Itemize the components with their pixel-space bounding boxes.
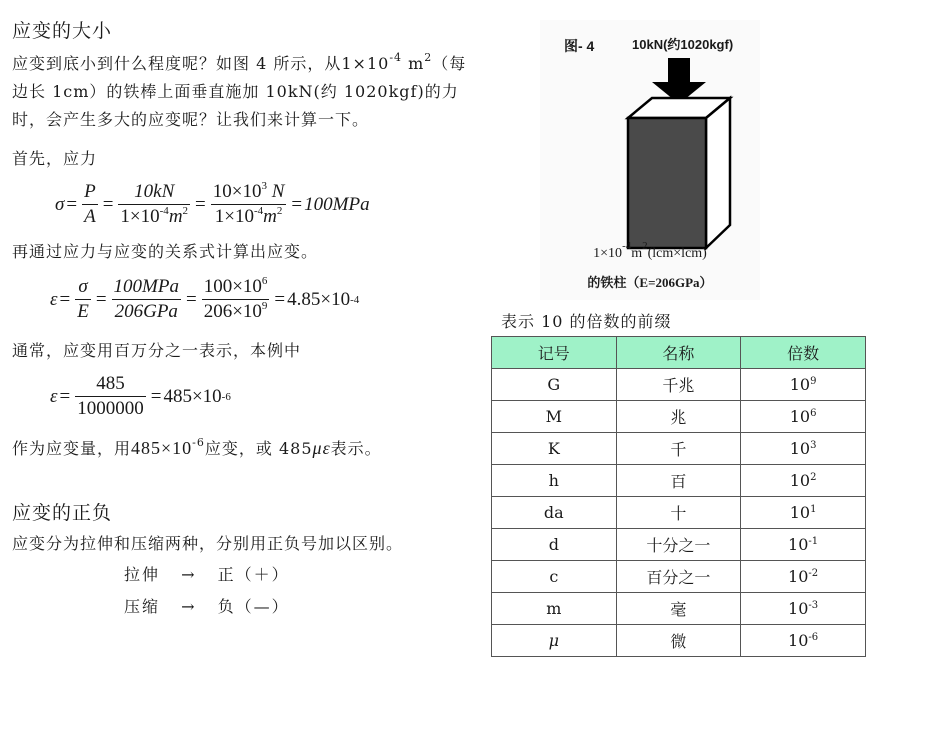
table-row: μ 微 $10^{-6}$ (492, 625, 866, 657)
table-row: h 百 $10^2$ (492, 465, 866, 497)
strain-expression-note: 作为应变量，用$485\times 10^{-6}$应变，或 485με表示。 (12, 436, 382, 458)
figure-caption-dimensions: $1\times 10^{-4}m^2(lcm\times lcm)$ (593, 240, 707, 261)
table-row: m 毫 $10^{-3}$ (492, 593, 866, 625)
micro-strain-intro: 通常，应变用百万分之一表示，本例中 (12, 341, 302, 360)
iron-column-illustration (540, 20, 760, 260)
section-title-strain-size: 应变的大小 (12, 20, 113, 42)
sign-row-tension: 拉伸 → 正（＋） (124, 565, 290, 584)
table-title: 表示 10 的倍数的前缀 (501, 312, 672, 331)
stress-intro: 首先，应力 (12, 149, 98, 168)
sign-intro: 应变分为拉伸和压缩两种，分别用正负号加以区别。 (12, 534, 404, 553)
strain-equation: ε = $\frac{\sigma}{E}$ = $\frac{\text{100MPa}}{\text{206GPa}}$ = $\frac{100\times 10^6}{206\times 10^9}$ = 4.85×10 -4 (50, 275, 360, 322)
table-row: d 十分之一 $10^{-1}$ (492, 529, 866, 561)
table-row: c 百分之一 $10^{-2}$ (492, 561, 866, 593)
sign-row-compression: 压缩 → 负（—） (124, 597, 290, 616)
table-row: K 千 $10^3$ (492, 433, 866, 465)
figure-label: 图- 4 (564, 38, 595, 54)
header-name: 名称 (616, 337, 741, 369)
section-title-strain-sign: 应变的正负 (12, 502, 113, 524)
micro-strain-equation: ε = $\frac{485}{1000000}$ = 485×10 -6 (50, 373, 231, 419)
table-row: M 兆 $10^6$ (492, 401, 866, 433)
figure-caption-material: 的铁柱（E=206GPa） (587, 275, 713, 290)
table-row: G 千兆 $10^9$ (492, 369, 866, 401)
stress-equation: σ = $\frac{P}{A}$ = $\frac{10kN}{1\times 10^{-4}m^2}$ = $\frac{10\times 10^3 N}{1\times 10^{-4}m^2}$ = 100MPa (55, 180, 370, 227)
header-symbol: 记号 (492, 337, 617, 369)
header-multiple: 倍数 (741, 337, 866, 369)
table-row: da 十 $10^1$ (492, 497, 866, 529)
prefix-table (491, 336, 866, 657)
table-header-row (492, 337, 866, 369)
column-side-face (706, 98, 730, 248)
intro-paragraph: 应变到底小到什么程度呢？如图 4 所示，从$1\times 10^{-4}$ $m^2$（每边长 1cm）的铁棒上面垂直施加 10kN(约 1020kgf)的力时，会产生多大的应变呢？让我们来计算一下。 (12, 51, 467, 129)
relation-intro: 再通过应力与应变的关系式计算出应变。 (12, 242, 319, 261)
column-front-face (628, 118, 706, 248)
force-label: 10kN(约1020kgf) (632, 37, 734, 52)
figure-4 (540, 20, 760, 300)
